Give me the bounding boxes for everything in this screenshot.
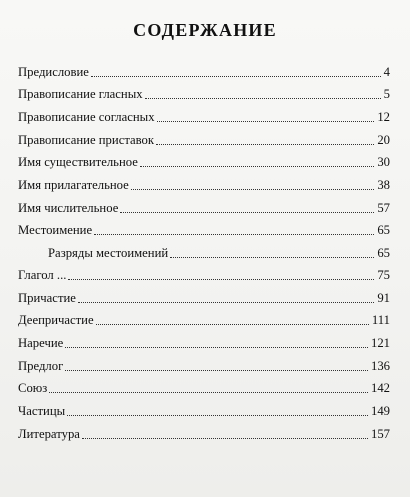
toc-entry-page: 20 bbox=[377, 133, 390, 147]
toc-entry-page: 136 bbox=[370, 359, 390, 373]
toc-entry-label: Деепричастие bbox=[18, 313, 94, 327]
toc-entry-label: Правописание приставок bbox=[18, 133, 155, 147]
toc-entry-label: Союз bbox=[18, 381, 48, 395]
toc-entry-leader bbox=[120, 212, 374, 213]
toc-entry-label: Имя числительное bbox=[18, 201, 119, 215]
toc-entry-imya-chislitelnoe bbox=[18, 198, 390, 216]
toc-entry-label: Имя прилагательное bbox=[18, 178, 129, 192]
toc-entry-page: 57 bbox=[377, 201, 390, 215]
toc-entry-label: Имя существительное bbox=[18, 155, 138, 169]
toc-entry-chastitsy bbox=[18, 401, 390, 419]
toc-entry-leader bbox=[156, 144, 374, 145]
toc-entry-page: 75 bbox=[377, 268, 390, 282]
toc-entry-leader bbox=[65, 347, 368, 348]
toc-entry-deeprichastie bbox=[18, 310, 390, 328]
toc-entry-pravopisanie-pristavok bbox=[18, 130, 390, 148]
toc-entry-predlog bbox=[18, 356, 390, 374]
toc-entry-razryady-mestoimeniy bbox=[18, 243, 390, 261]
toc-entry-narechie bbox=[18, 333, 390, 351]
toc-entry-glagol bbox=[18, 265, 390, 283]
toc-entry-page: 4 bbox=[383, 65, 390, 79]
toc-entry-label: Глагол ... bbox=[18, 268, 67, 282]
toc-entry-leader bbox=[91, 76, 381, 77]
toc-entry-leader bbox=[82, 438, 368, 439]
toc-entry-page: 5 bbox=[383, 87, 390, 101]
toc-entry-leader bbox=[140, 166, 374, 167]
toc-entry-page: 149 bbox=[370, 404, 390, 418]
toc-entry-leader bbox=[49, 392, 368, 393]
toc-entry-page: 30 bbox=[377, 155, 390, 169]
toc-entry-leader bbox=[96, 324, 369, 325]
toc-entry-leader bbox=[170, 257, 374, 258]
toc-entry-page: 121 bbox=[370, 336, 390, 350]
toc-entry-leader bbox=[94, 234, 374, 235]
toc-entry-page: 65 bbox=[377, 246, 390, 260]
toc-entry-mestoimenie bbox=[18, 220, 390, 238]
toc-entry-label: Разряды местоимений bbox=[48, 246, 169, 260]
toc-entry-label: Местоимение bbox=[18, 223, 93, 237]
toc-entry-page: 38 bbox=[377, 178, 390, 192]
toc-entry-leader bbox=[78, 302, 374, 303]
toc-entry-page: 91 bbox=[377, 291, 390, 305]
toc-entry-page: 111 bbox=[371, 313, 390, 327]
toc-entry-leader bbox=[67, 415, 368, 416]
toc-entry-imya-sushchestvitelnoe bbox=[18, 152, 390, 170]
toc-entry-label: Правописание согласных bbox=[18, 110, 155, 124]
toc-entry-page: 65 bbox=[377, 223, 390, 237]
toc-entry-pravopisanie-soglasnykh bbox=[18, 107, 390, 125]
toc-entry-label: Литература bbox=[18, 427, 80, 441]
toc-entry-label: Предлог bbox=[18, 359, 64, 373]
toc-entry-literatura bbox=[18, 424, 390, 442]
toc-entry-leader bbox=[68, 279, 374, 280]
toc-entry-leader bbox=[157, 121, 375, 122]
toc-entry-predislovie bbox=[18, 62, 390, 80]
toc-entry-label: Правописание гласных bbox=[18, 87, 143, 101]
toc-entry-leader bbox=[145, 98, 381, 99]
toc-entry-label: Наречие bbox=[18, 336, 64, 350]
toc-entry-label: Причастие bbox=[18, 291, 76, 305]
toc-entry-imya-prilagatelnoe bbox=[18, 175, 390, 193]
toc-entry-soyuz bbox=[18, 378, 390, 396]
toc-entry-label: Частицы bbox=[18, 404, 66, 418]
toc-entry-prichastie bbox=[18, 288, 390, 306]
page-title: СОДЕРЖАНИЕ bbox=[133, 20, 277, 40]
toc-entry-leader bbox=[131, 189, 375, 190]
toc-entry-label: Предисловие bbox=[18, 65, 89, 79]
toc-entry-leader bbox=[65, 370, 368, 371]
toc-entry-page: 142 bbox=[370, 381, 390, 395]
toc-entry-pravopisanie-glasnykh bbox=[18, 84, 390, 102]
toc-entry-page: 12 bbox=[377, 110, 390, 124]
toc-entry-page: 157 bbox=[370, 427, 390, 441]
